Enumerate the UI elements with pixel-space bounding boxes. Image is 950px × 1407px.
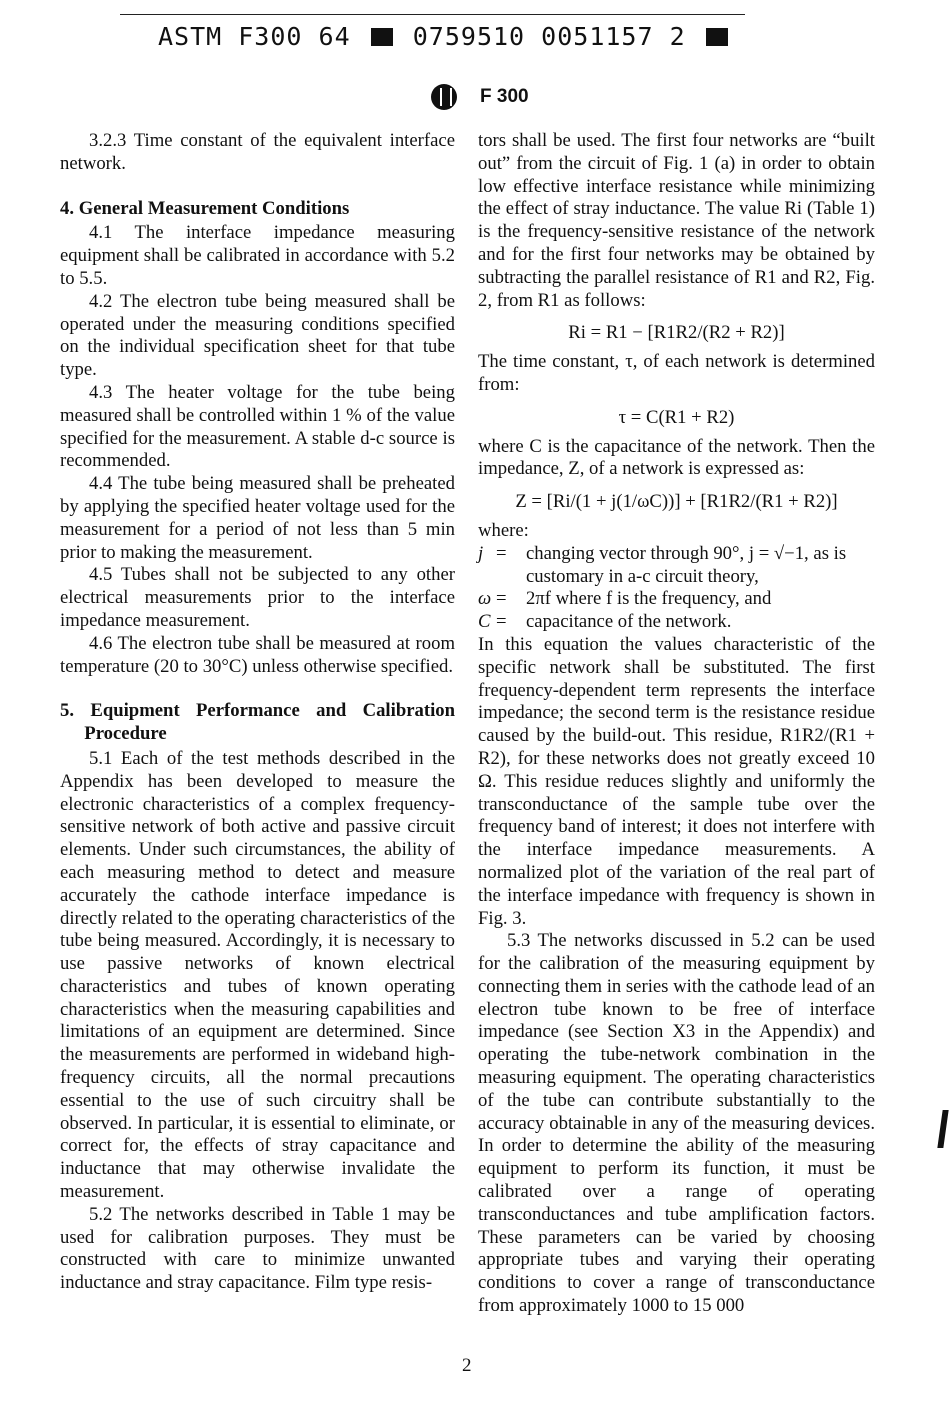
para-4-3: 4.3 The heater voltage for the tube being measured shall be controlled within 1 % of the value specified for the measurement. A stable d-c source is recommended. [60, 381, 455, 472]
left-column [60, 130, 455, 1295]
variable-symbol: j [478, 542, 484, 564]
header-left-code: ASTM F300 64 [158, 22, 351, 51]
variable-j [478, 543, 875, 589]
para-time-constant: The time constant, τ, of each network is determined from: [478, 351, 875, 395]
para-5-1: 5.1 Each of the test methods described in the Appendix has been developed to measure the electronic characteristics of a complex frequency-sensitive network of both active and passive circuit elements. Under such circumstances, the ability of each measuring method to detect and measure accurately the cathode interface impedance is directly related to the operating characteristics of the tube being measured. Accordingly, it is necessary to use passive networks of known electrical characteristics and tubes of known operating characteristics when the measuring capabilities and limitations of an equipment are determined. Since the measurements are performed in wideband high-frequency circuits, all the normal precautions essential to the use of such circuitry shall be observed. In particular, it is essential to eliminate, or correct for, the effects of stray capacitance and inductance that may otherwise invalidate the measurement. [60, 747, 455, 1203]
para-5-2: 5.2 The networks described in Table 1 may be used for calibration purposes. They must be constructed with care to minimize unwanted inductance and stray capacitance. Film type resis- [60, 1203, 455, 1294]
top-rule [120, 14, 745, 15]
section-5-heading: 5. Equipment Performance and Calibration Procedure [60, 700, 455, 745]
variable-c [478, 611, 875, 634]
para-4-5: 4.5 Tubes shall not be subjected to any other electrical measurements prior to the interface impedance measurement. [60, 564, 455, 631]
page-number: 2 [462, 1355, 472, 1376]
variable-symbol: ω [478, 588, 492, 610]
para-4-6: 4.6 The electron tube shall be measured at room temperature (20 to 30°C) unless otherwise specified. [60, 632, 455, 677]
variable-symbol: C [478, 611, 491, 633]
header-right-code: 0759510 0051157 2 [412, 22, 686, 51]
variable-omega [478, 588, 875, 611]
variable-definition: changing vector through 90°, j = √−1, as is customary in a-c circuit theory, [526, 542, 847, 587]
scan-header [158, 22, 758, 51]
header-black-block [706, 28, 728, 46]
para-where-c: where C is the capacitance of the network. Then the impedance, Z, of a network is expressed as: [478, 435, 875, 480]
section-4-heading: 4. General Measurement Conditions [60, 197, 350, 219]
variable-definition: capacitance of the network. [526, 611, 732, 633]
para-3-2-3: 3.2.3 Time constant of the equivalent interface network. [60, 130, 455, 174]
right-column [478, 130, 875, 1318]
para-4-1: 4.1 The interface impedance measuring equipment shall be calibrated in accordance with 5.2 to 5.5. [60, 222, 455, 289]
para-4-4: 4.4 The tube being measured shall be preheated by applying the specified heater voltage used for the measurement for a period of not less than 5 min prior to making the measurement. [60, 473, 455, 563]
para-4-2: 4.2 The electron tube being measured shall be operated under the measuring conditions specified on the individual specification sheet for that tube type. [60, 290, 455, 381]
para-equation-body: In this equation the values characteristic of the specific network shall be substituted. The first frequency-dependent term represents the interface impedance; the second term is the resistance residue caused by the build-out. This residue, R1R2/(R1 + R2), for these networks does not greatly exceed 10 Ω. This residue reduces slightly and uniformly the transconductance of the sample tube over the frequency band of interest; it does not interfere with the interface impedance measurements. A normalized plot of the variation of the real part of the interface impedance with frequency is shown in Fig. 3. [478, 633, 875, 929]
header-black-block [371, 28, 393, 46]
equals-sign: = [496, 588, 507, 610]
designation: F 300 [480, 86, 529, 107]
para-5-2-continued: tors shall be used. The first four networks are “built out” from the circuit of Fig. 1 (a) in order to obtain low effective interface resistance while minimizing the effect of stray inductance. The value Ri (Table 1) is the frequency-sensitive resistance of the network and for the first four networks may be obtained by subtracting the parallel resistance of R1 and R2, Fig. 2, from R1 as follows: [478, 130, 875, 311]
astm-logo-icon [431, 84, 457, 110]
scan-margin-mark [937, 1110, 948, 1148]
para-5-3: 5.3 The networks discussed in 5.2 can be used for the calibration of the measuring equipment by connecting them in series with the cathode lead of an electron tube known to be free of interface impedance (see Section X3 in the Appendix) and operating the tube-network combination in the measuring equipment. The operating characteristics of the tube can contribute substantially to the accuracy obtainable in any of the measuring devices. In order to determine the ability of the measuring equipment to perform its function, it must be calibrated over a range of operating transconductances and tube amplification factors. These parameters can be varied by choosing appropriate tubes and varying their operating conditions to cover a range of transconductance from approximately 1000 to 15 000 [478, 930, 875, 1317]
variable-definition: 2πf where f is the frequency, and [526, 588, 772, 610]
where-label: where: [478, 519, 529, 541]
equals-sign: = [496, 542, 507, 564]
equation-z: Z = [Ri/(1 + j(1/ωC))] + [R1R2/(R1 + R2)] [515, 491, 838, 513]
equation-tau: τ = C(R1 + R2) [618, 406, 735, 428]
equals-sign: = [496, 611, 507, 633]
equation-ri: Ri = R1 − [R1R2/(R2 + R2)] [568, 322, 785, 344]
